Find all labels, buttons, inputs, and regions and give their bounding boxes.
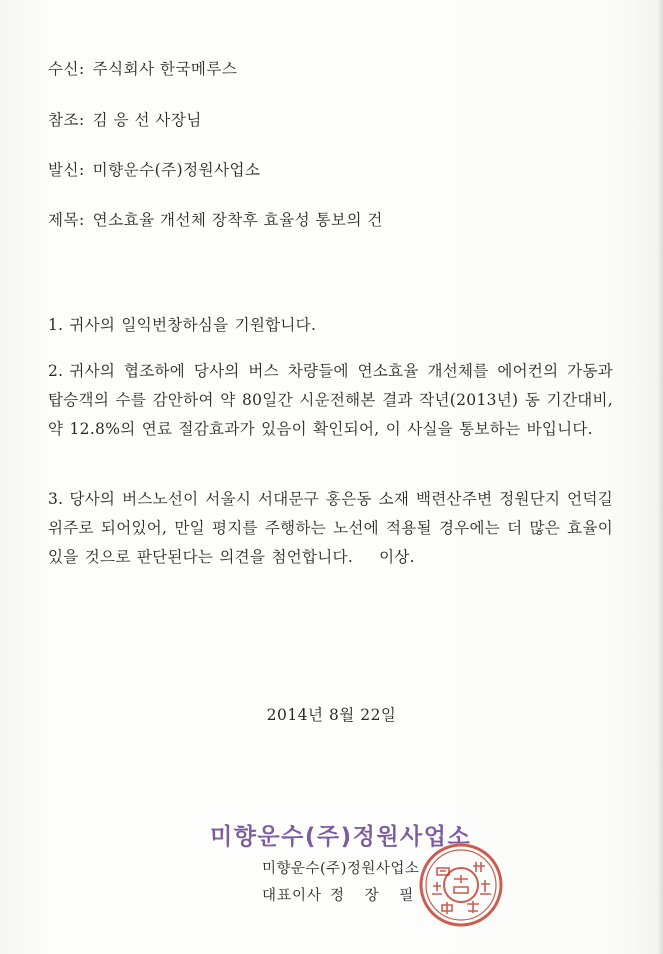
closing-word: 이상. bbox=[379, 548, 415, 566]
paragraph-1-number: 1. bbox=[48, 316, 64, 334]
signature-company: 미향운수(주)정원사업소 bbox=[262, 861, 420, 877]
paragraph-2-number: 2. bbox=[48, 362, 64, 380]
signature-ceo-line bbox=[262, 884, 421, 905]
signature-title: 대표이사 bbox=[262, 888, 323, 904]
subject-line bbox=[48, 208, 383, 230]
sender-value: 미향운수(주)정원사업소 bbox=[92, 161, 261, 179]
paragraph-3 bbox=[48, 485, 613, 572]
subject-value: 연소효율 개선체 장착후 효율성 통보의 건 bbox=[92, 211, 383, 229]
page-edge-shadow bbox=[657, 0, 663, 954]
sender-label: 발신: bbox=[48, 161, 85, 179]
paragraph-2-text: 귀사의 협조하에 당사의 버스 차량들에 연소효율 개선체를 에어컨의 가동과 탑승객의 수를 감안하여 약 80일간 시운전해본 결과 작년(2013년) 동 기간대비, 약 12.8%의 연료 절감효과가 있음이 확인되어, 이 사실을 통보하는 바입니다. bbox=[48, 362, 613, 438]
paragraph-1 bbox=[48, 311, 613, 340]
reference-label: 참조: bbox=[48, 111, 85, 129]
signature-name: 정 장 필 bbox=[330, 888, 422, 904]
recipient-line bbox=[48, 57, 237, 79]
paragraph-2 bbox=[48, 357, 613, 444]
company-name-stamp: 미향운수(주)정원사업소 bbox=[210, 824, 472, 850]
company-seal-icon bbox=[418, 842, 504, 928]
sender-line bbox=[48, 158, 261, 180]
recipient-value: 주식회사 한국메루스 bbox=[92, 60, 238, 78]
reference-line bbox=[48, 108, 202, 130]
document-date: 2014년 8월 22일 bbox=[266, 706, 397, 724]
paragraph-3-text: 당사의 버스노선이 서울시 서대문구 홍은동 소재 백련산주변 정원단지 언덕길 위주로 되어있어, 만일 평지를 주행하는 노선에 적용될 경우에는 더 많은 효율이 있을 것으로 판단된다는 의견을 첨언합니다. bbox=[48, 490, 613, 566]
subject-label: 제목: bbox=[48, 211, 85, 229]
reference-value: 김 응 선 사장님 bbox=[92, 111, 202, 129]
paragraph-3-number: 3. bbox=[48, 490, 64, 508]
paragraph-1-text: 귀사의 일익번창하심을 기원합니다. bbox=[69, 316, 317, 334]
recipient-label: 수신: bbox=[48, 60, 85, 78]
